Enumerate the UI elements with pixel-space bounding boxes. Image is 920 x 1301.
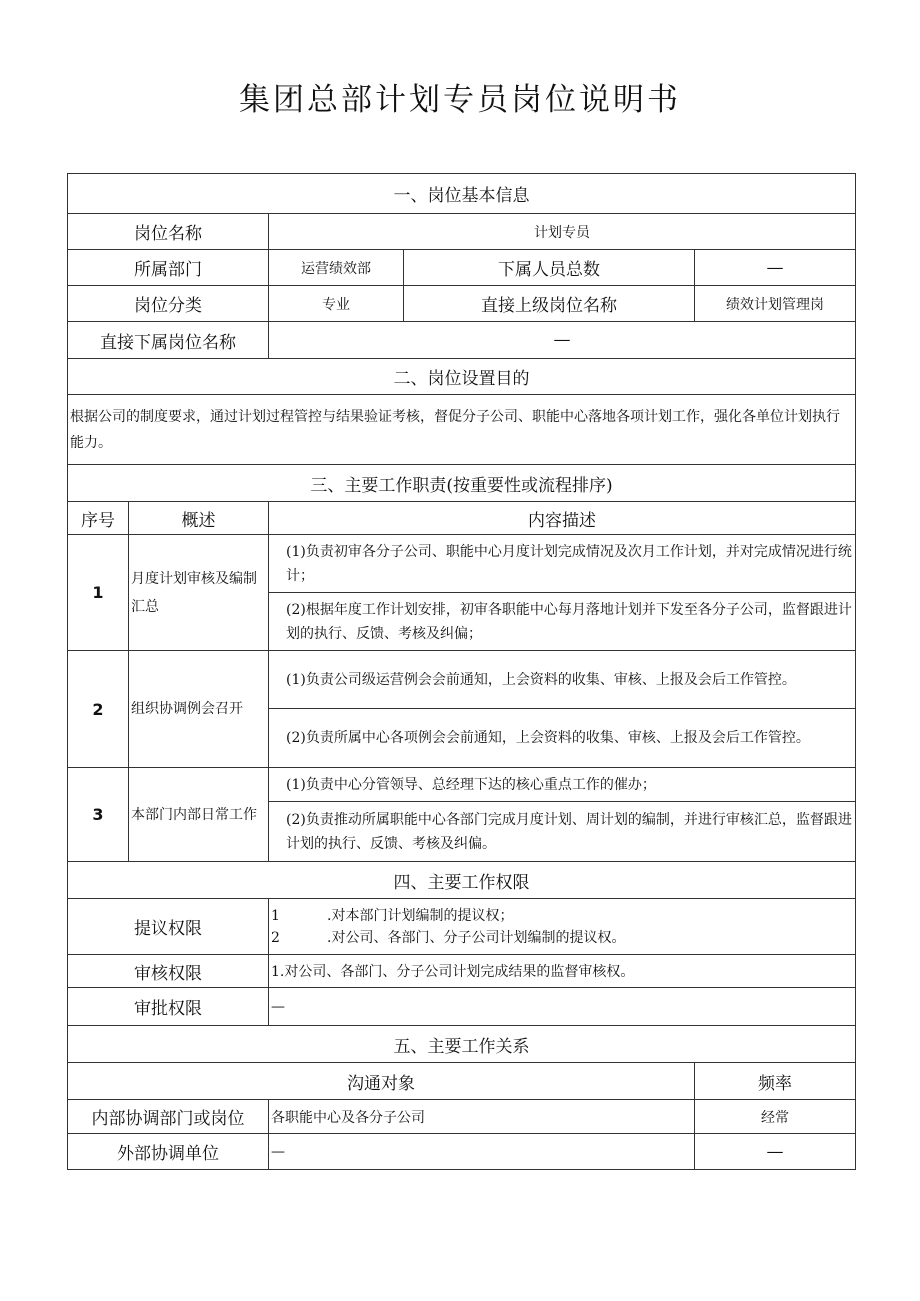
category-value: 专业 — [269, 286, 404, 322]
superior-value: 绩效计划管理岗 — [695, 286, 856, 322]
duty-1-detail-1: (1)负责初审各分子公司、职能中心月度计划完成情况及次月工作计划，并对完成情况进行统计； — [269, 535, 856, 593]
internal-relation-frequency: 经常 — [695, 1100, 856, 1134]
section-relations-header: 五、主要工作关系 — [68, 1026, 856, 1063]
duty-2-detail-2: (2)负责所属中心各项例会会前通知，上会资料的收集、审核、上报及会后工作管控。 — [269, 709, 856, 768]
col-header-description: 内容描述 — [269, 502, 856, 535]
subordinate-position-value: — — [269, 322, 856, 359]
section-basic-info-header: 一、岗位基本信息 — [68, 174, 856, 214]
propose-authority-label: 提议权限 — [68, 899, 269, 955]
position-name-label: 岗位名称 — [68, 214, 269, 250]
purpose-text: 根据公司的制度要求，通过计划过程管控与结果验证考核，督促分子公司、职能中心落地各项计划工作，强化各单位计划执行能力。 — [68, 395, 856, 465]
duty-1-number: 1 — [68, 535, 129, 651]
propose-item-2: 2 .对公司、各部门、分子公司计划编制的提议权。 — [271, 929, 626, 946]
duty-3-summary: 本部门内部日常工作 — [129, 768, 269, 862]
external-relation-label: 外部协调单位 — [68, 1134, 269, 1170]
page-title: 集团总部计划专员岗位说明书 — [239, 82, 681, 118]
col-header-no: 序号 — [68, 502, 129, 535]
subordinate-count-label: 下属人员总数 — [404, 250, 695, 286]
propose-item-1: 1 .对本部门计划编制的提议权； — [271, 907, 514, 924]
position-name-value: 计划专员 — [269, 214, 856, 250]
external-relation-frequency: — — [695, 1134, 856, 1170]
subordinate-position-label: 直接下属岗位名称 — [68, 322, 269, 359]
review-authority-value: 1.对公司、各部门、分子公司计划完成结果的监督审核权。 — [269, 955, 856, 988]
section-duties-header: 三、主要工作职责(按重要性或流程排序) — [68, 465, 856, 502]
subordinate-count-value: — — [695, 250, 856, 286]
superior-label: 直接上级岗位名称 — [404, 286, 695, 322]
duty-3-number: 3 — [68, 768, 129, 862]
review-authority-label: 审核权限 — [68, 955, 269, 988]
duty-2-number: 2 — [68, 651, 129, 768]
duty-3-detail-1: (1)负责中心分管领导、总经理下达的核心重点工作的催办； — [269, 768, 856, 802]
job-description-table — [67, 173, 856, 1170]
category-label: 岗位分类 — [68, 286, 269, 322]
external-relation-value: — — [269, 1134, 695, 1170]
internal-relation-label: 内部协调部门或岗位 — [68, 1100, 269, 1134]
col-header-frequency: 频率 — [695, 1063, 856, 1100]
approve-authority-value: — — [269, 988, 856, 1026]
section-purpose-header: 二、岗位设置目的 — [68, 359, 856, 395]
internal-relation-value: 各职能中心及各分子公司 — [269, 1100, 695, 1134]
department-value: 运营绩效部 — [269, 250, 404, 286]
duty-2-detail-1: (1)负责公司级运营例会会前通知，上会资料的收集、审核、上报及会后工作管控。 — [269, 651, 856, 709]
department-label: 所属部门 — [68, 250, 269, 286]
col-header-summary: 概述 — [129, 502, 269, 535]
section-authority-header: 四、主要工作权限 — [68, 862, 856, 899]
duty-2-summary: 组织协调例会召开 — [129, 651, 269, 768]
duty-1-summary: 月度计划审核及编制汇总 — [129, 535, 269, 651]
propose-authority-value — [269, 899, 856, 955]
col-header-target: 沟通对象 — [68, 1063, 695, 1100]
duty-1-detail-2: (2)根据年度工作计划安排，初审各职能中心每月落地计划并下发至各分子公司，监督跟进计划的执行、反馈、考核及纠偏； — [269, 593, 856, 651]
approve-authority-label: 审批权限 — [68, 988, 269, 1026]
duty-3-detail-2: (2)负责推动所属职能中心各部门完成月度计划、周计划的编制，并进行审核汇总，监督跟进计划的执行、反馈、考核及纠偏。 — [269, 802, 856, 862]
